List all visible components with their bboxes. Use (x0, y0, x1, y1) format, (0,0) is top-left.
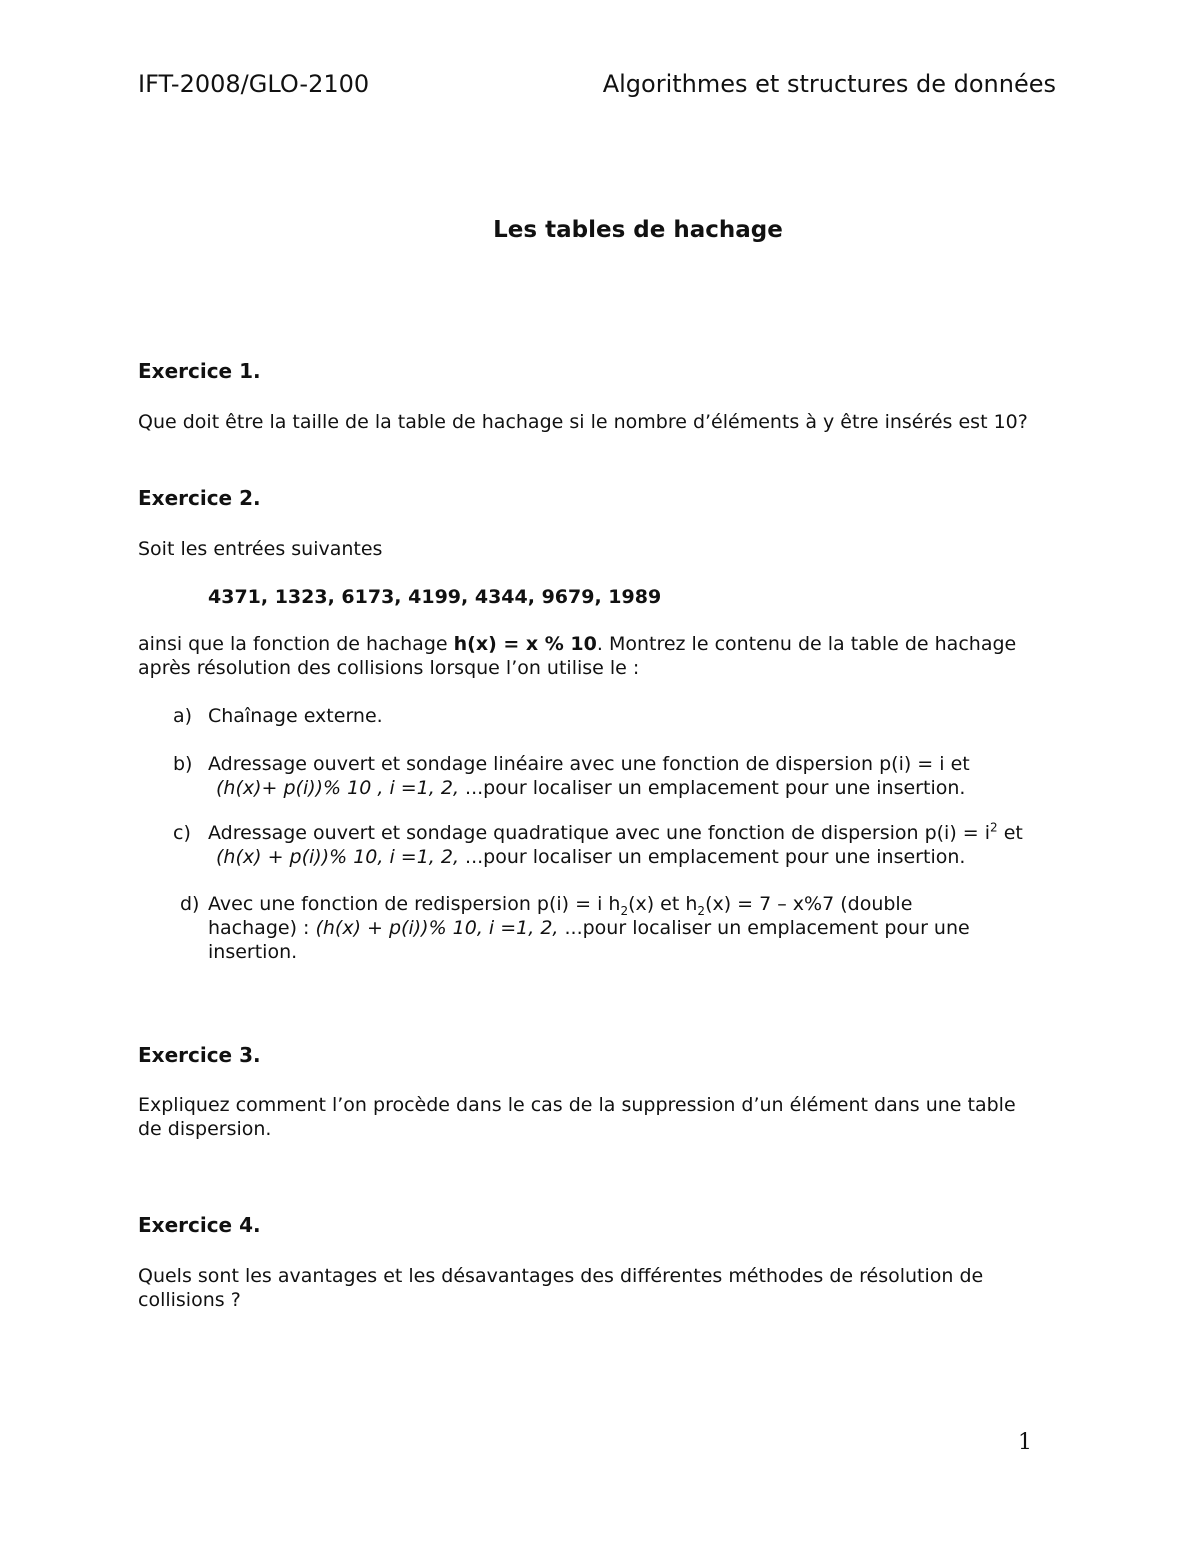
item-d-text (208, 892, 1068, 964)
item-b-line-1: Adressage ouvert et sondage linéaire avec une fonction de dispersion p(i) = i et (208, 753, 970, 775)
item-b-line-2: ...pour localiser un emplacement pour une insertion. (465, 777, 966, 799)
item-c-text (208, 821, 1068, 869)
item-d-formula: (h(x) + p(i))% 10, i =1, 2, (315, 917, 565, 939)
paragraph-suffix: . Montrez le contenu de la table de hachage (596, 633, 1017, 655)
item-b-text (208, 752, 1068, 800)
exercise-2-heading: Exercice 2. (138, 486, 261, 510)
item-b-label: b) (173, 753, 193, 775)
exercise-4-heading: Exercice 4. (138, 1213, 261, 1237)
page-title: Les tables de hachage (493, 217, 783, 243)
exercise-1-heading: Exercice 1. (138, 359, 261, 383)
item-c-line-1: Adressage ouvert et sondage quadratique avec une fonction de dispersion p(i) = i (208, 822, 991, 844)
exercise-3-heading: Exercice 3. (138, 1043, 261, 1067)
exercise-2-paragraph (138, 632, 1068, 680)
exercise-3-line-1: Expliquez comment l’on procède dans le cas de la suppression d’un élément dans une table (138, 1094, 1016, 1116)
header-course: IFT-2008/GLO-2100 (138, 70, 370, 98)
item-d-t2: (x) et h (628, 893, 698, 915)
item-d-label: d) (180, 893, 200, 915)
item-d-t3: (x) = 7 – x%7 (double (705, 893, 913, 915)
item-d-line-2-prefix: hachage) : (208, 917, 316, 939)
item-b-formula: (h(x)+ p(i))% 10 , i =1, 2, (216, 777, 466, 799)
item-d-line-2-rest: ...pour localiser un emplacement pour une (564, 917, 970, 939)
item-d-sub-1: 2 (620, 903, 629, 918)
item-c-line-2: ...pour localiser un emplacement pour une insertion. (465, 846, 966, 868)
item-c-formula: (h(x) + p(i))% 10, i =1, 2, (216, 846, 466, 868)
exercise-3-line-2: de dispersion. (138, 1118, 272, 1140)
exercise-4-text (138, 1264, 1068, 1312)
exercise-1-question: Que doit être la taille de la table de hachage si le nombre d’éléments à y être insérés est 10? (138, 411, 1028, 433)
header-subject: Algorithmes et structures de données (602, 70, 1056, 98)
item-a-text: Chaînage externe. (208, 705, 383, 727)
exercise-2-intro: Soit les entrées suivantes (138, 538, 383, 560)
exercise-2-values: 4371, 1323, 6173, 4199, 4344, 9679, 1989 (208, 586, 662, 608)
item-c-line-1-end: et (997, 822, 1023, 844)
item-d-t1: Avec une fonction de redispersion p(i) = i h (208, 893, 621, 915)
item-d-line-3: insertion. (208, 941, 298, 963)
paragraph-line-2: après résolution des collisions lorsque l’on utilise le : (138, 657, 640, 679)
item-a-label: a) (173, 705, 193, 727)
exercise-4-line-2: collisions ? (138, 1289, 241, 1311)
item-c-exponent: 2 (990, 820, 998, 835)
exercise-3-text (138, 1093, 1068, 1141)
exercise-4-line-1: Quels sont les avantages et les désavantages des différentes méthodes de résolution de (138, 1265, 984, 1287)
item-c-label: c) (173, 822, 191, 844)
paragraph-prefix: ainsi que la fonction de hachage (138, 633, 454, 655)
page-number: 1 (1018, 1430, 1032, 1455)
item-d-sub-2: 2 (697, 903, 706, 918)
hash-function: h(x) = x % 10 (453, 633, 597, 655)
